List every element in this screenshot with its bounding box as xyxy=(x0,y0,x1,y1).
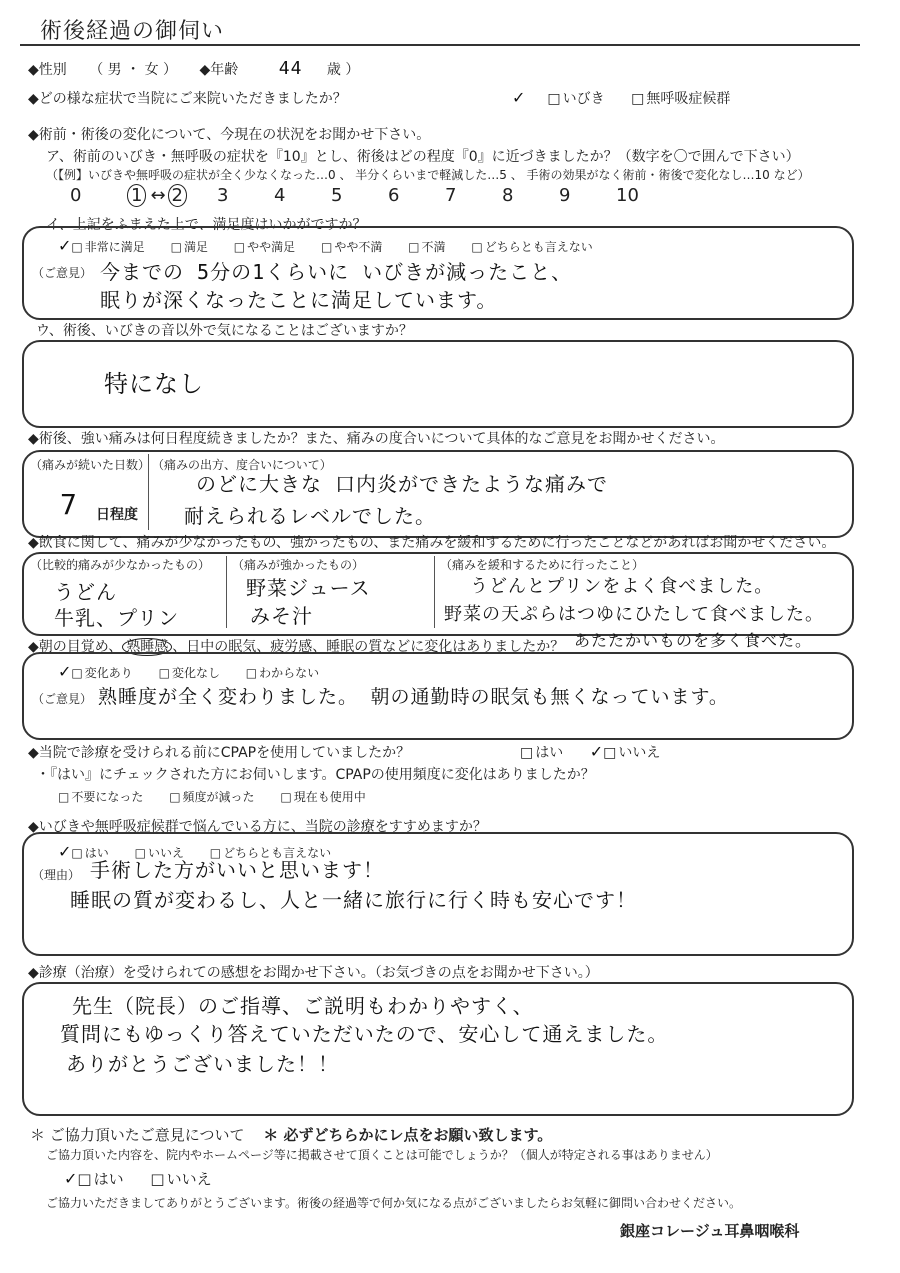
pain-days-value: 7 xyxy=(60,488,78,521)
option-consent-no[interactable]: □ いいえ xyxy=(150,1170,211,1188)
scale-4[interactable]: 4 xyxy=(274,185,286,206)
cpap-options xyxy=(520,742,682,762)
check-mark-icon: ✓ xyxy=(589,742,604,761)
check-mark-icon: ✓ xyxy=(58,842,72,861)
recommend-reason-line-1: 手術した方がいいと思います！ xyxy=(90,858,384,882)
other-question: ウ、術後、いびきの音以外で気になることはございますか？ xyxy=(36,323,413,339)
option-recommend-no[interactable]: □ いいえ xyxy=(135,846,184,860)
food-relief-label: （痛みを緩和するために行ったこと） xyxy=(440,558,645,572)
food-relief-line-3: あたたかいものを多く食べた。 xyxy=(574,631,813,650)
footer-star-1: ＊ ご協力頂いたご意見について xyxy=(30,1126,245,1144)
option-cpap-no[interactable]: □ いいえ xyxy=(603,745,660,761)
cpap-followup: ・『はい』にチェックされた方にお伺いします。CPAPの使用頻度に変化はありましたか？ xyxy=(36,767,595,783)
option-somewhat-unsatisfied[interactable]: □ やや不満 xyxy=(321,240,382,254)
recommend-reason-label: （理由） xyxy=(32,868,81,882)
change-sub-i: イ、上記をふまえた上で、満足度はいかがですか？ xyxy=(46,217,367,233)
opinion-label: （ご意見） xyxy=(32,266,93,280)
option-neither[interactable]: □ どちらとも言えない xyxy=(471,240,592,254)
option-cpap-reduced[interactable]: □ 頻度が減った xyxy=(169,790,254,804)
scale-3[interactable]: 3 xyxy=(217,185,229,206)
food-divider-1 xyxy=(226,556,227,628)
food-relief-line-1: うどんとプリンをよく食べました。 xyxy=(470,576,774,597)
title-underline xyxy=(20,44,860,46)
gender-value: （ 男 ・ 女 ） xyxy=(89,62,178,78)
recommend-question: ◆いびきや無呼吸症候群で悩んでいる方に、当院の診療をすすめますか？ xyxy=(28,819,487,835)
sleep-question-pre: ◆朝の目覚め、 xyxy=(28,639,123,655)
page-title: 術後経過の御伺い xyxy=(40,19,225,44)
option-recommend-yes[interactable]: □ はい xyxy=(71,846,108,860)
scale-6[interactable]: 6 xyxy=(388,185,400,206)
symptom-question: ◆どの様な症状で当院にご来院いただきましたか？ xyxy=(28,91,347,107)
scale-9[interactable]: 9 xyxy=(559,185,571,206)
check-mark-icon: ✓ xyxy=(64,1169,78,1188)
sleep-options xyxy=(58,662,341,681)
age-unit: 歳 ） xyxy=(326,62,360,78)
opinion-line-1: 今までの 5分の1くらいに いびきが減ったこと、 xyxy=(100,260,573,284)
satisfaction-options xyxy=(58,236,615,255)
option-cpap-yes[interactable]: □ はい xyxy=(520,745,563,761)
footer-star-2: ＊ 必ずどちらかにレ点をお願い致します。 xyxy=(263,1126,553,1144)
age-label: ◆年齢 xyxy=(199,62,239,78)
pain-question: ◆術後、強い痛みは何日程度続きましたか？また、痛みの度合いについて具体的なご意見をお聞かせください。 xyxy=(28,431,725,447)
food-less-label: （比較的痛みが少なかったもの） xyxy=(30,558,211,572)
pain-degree-line-2: 耐えられるレベルでした。 xyxy=(184,504,436,528)
food-less-line-2: 牛乳、プリン xyxy=(54,606,180,630)
impression-question: ◆診療（治療）を受けられての感想をお聞かせ下さい。（お気づきの点をお聞かせ下さい。） xyxy=(28,965,599,981)
option-no-change[interactable]: □ 変化なし xyxy=(159,666,220,680)
recommend-reason-line-2: 睡眠の質が変わるし、人と一緒に旅行に行く時も安心です！ xyxy=(70,888,637,912)
other-answer: 特になし xyxy=(104,370,204,398)
option-somewhat-satisfied[interactable]: □ やや満足 xyxy=(234,240,295,254)
food-strong-line-1: 野菜ジュース xyxy=(246,576,371,600)
food-question: ◆飲食に関して、痛みが少なかったもの、強かったもの、また痛みを緩和するために行ったことなどがあればお聞かせください。 xyxy=(28,535,836,551)
footer-thanks: ご協力いただきましてありがとうございます。術後の経過等で何か気になる点がございましたらお気軽に御問い合わせください。 xyxy=(46,1196,742,1210)
option-unknown[interactable]: □ わからない xyxy=(246,666,319,680)
pain-degree-label: （痛みの出方、度合いについて） xyxy=(152,458,332,472)
sleep-question-circled: 熟睡感 xyxy=(122,638,172,656)
change-sub-a: ア、術前のいびき・無呼吸の症状を『10』とし、術後はどの程度『0』に近づきましたか？（数字を〇で囲んで下さい） xyxy=(46,149,800,165)
pain-days-unit: 日程度 xyxy=(96,507,138,523)
impression-line-3: ありがとうございました！！ xyxy=(66,1052,339,1076)
scale-10[interactable]: 10 xyxy=(616,185,639,206)
scale-5[interactable]: 5 xyxy=(331,185,343,206)
gender-row xyxy=(28,58,359,79)
impression-line-2: 質問にもゆっくり答えていただいたので、安心して通えました。 xyxy=(60,1022,669,1046)
option-snoring[interactable]: □ いびき xyxy=(547,91,604,107)
option-apnea[interactable]: □ 無呼吸症候群 xyxy=(631,91,730,107)
footer-notes xyxy=(30,1124,552,1145)
sleep-opinion-label: （ご意見） xyxy=(32,692,93,706)
food-strong-line-2: みそ汁 xyxy=(250,604,313,628)
food-strong-label: （痛みが強かったもの） xyxy=(232,558,365,572)
option-satisfied[interactable]: □ 満足 xyxy=(171,240,208,254)
opinion-line-2: 眠りが深くなったことに満足しています。 xyxy=(100,288,498,312)
scale-numbers xyxy=(70,184,673,207)
scale-2-circled[interactable]: 2 xyxy=(168,184,187,207)
change-example: （【例】いびきや無呼吸の症状が全く少なくなった…0 、 半分くらいまで軽減した…5 、 手術の効果がなく術前・術後で変化なし…10 など） xyxy=(46,168,810,182)
option-recommend-neither[interactable]: □ どちらとも言えない xyxy=(210,846,331,860)
food-divider-2 xyxy=(434,556,435,628)
check-mark-icon: ✓ xyxy=(512,88,526,107)
symptom-options xyxy=(512,88,752,108)
scale-arrow: ↔ xyxy=(150,185,166,206)
gender-label: ◆性別 xyxy=(28,62,67,78)
cpap-followup-options xyxy=(58,788,388,805)
age-value: 44 xyxy=(278,58,303,79)
scale-7[interactable]: 7 xyxy=(445,185,457,206)
sleep-question-post: 、日中の眠気、疲労感、睡眠の質などに変化はありましたか？ xyxy=(172,639,565,655)
cpap-question: ◆当院で診療を受けられる前にCPAPを使用していましたか？ xyxy=(28,745,411,761)
check-mark-icon: ✓ xyxy=(58,236,72,255)
consent-question: ご協力頂いた内容を、院内やホームページ等に掲載させて頂くことは可能でしょうか？（個人が特定される事はありません） xyxy=(46,1148,718,1162)
check-mark-icon: ✓ xyxy=(58,662,72,681)
pain-degree-line-1: のどに大きな 口内炎ができたような痛みで xyxy=(196,472,609,496)
scale-1-circled[interactable]: 1 xyxy=(127,184,146,207)
scale-8[interactable]: 8 xyxy=(502,185,514,206)
option-consent-yes[interactable]: □ はい xyxy=(77,1170,123,1188)
clinic-name: 銀座コレージュ耳鼻咽喉科 xyxy=(620,1222,800,1240)
sleep-opinion: 熟睡度が全く変わりました。 朝の通勤時の眠気も無くなっています。 xyxy=(98,686,729,708)
change-question: ◆術前・術後の変化について、今現在の状況をお聞かせ下さい。 xyxy=(28,127,431,143)
food-less-line-1: うどん xyxy=(54,580,117,604)
option-cpap-unneeded[interactable]: □ 不要になった xyxy=(58,790,143,804)
food-relief-line-2: 野菜の天ぷらはつゆにひたして食べました。 xyxy=(444,604,824,625)
option-unsatisfied[interactable]: □ 不満 xyxy=(408,240,445,254)
option-cpap-still-using[interactable]: □ 現在も使用中 xyxy=(280,790,365,804)
pain-days-label: （痛みが続いた日数） xyxy=(30,458,151,472)
option-very-satisfied[interactable]: □ 非常に満足 xyxy=(71,240,144,254)
option-changed[interactable]: □ 変化あり xyxy=(71,666,132,680)
scale-0[interactable]: 0 xyxy=(70,185,82,206)
consent-options xyxy=(64,1168,234,1189)
impression-line-1: 先生（院長）のご指導、ご説明もわかりやすく、 xyxy=(72,994,534,1018)
